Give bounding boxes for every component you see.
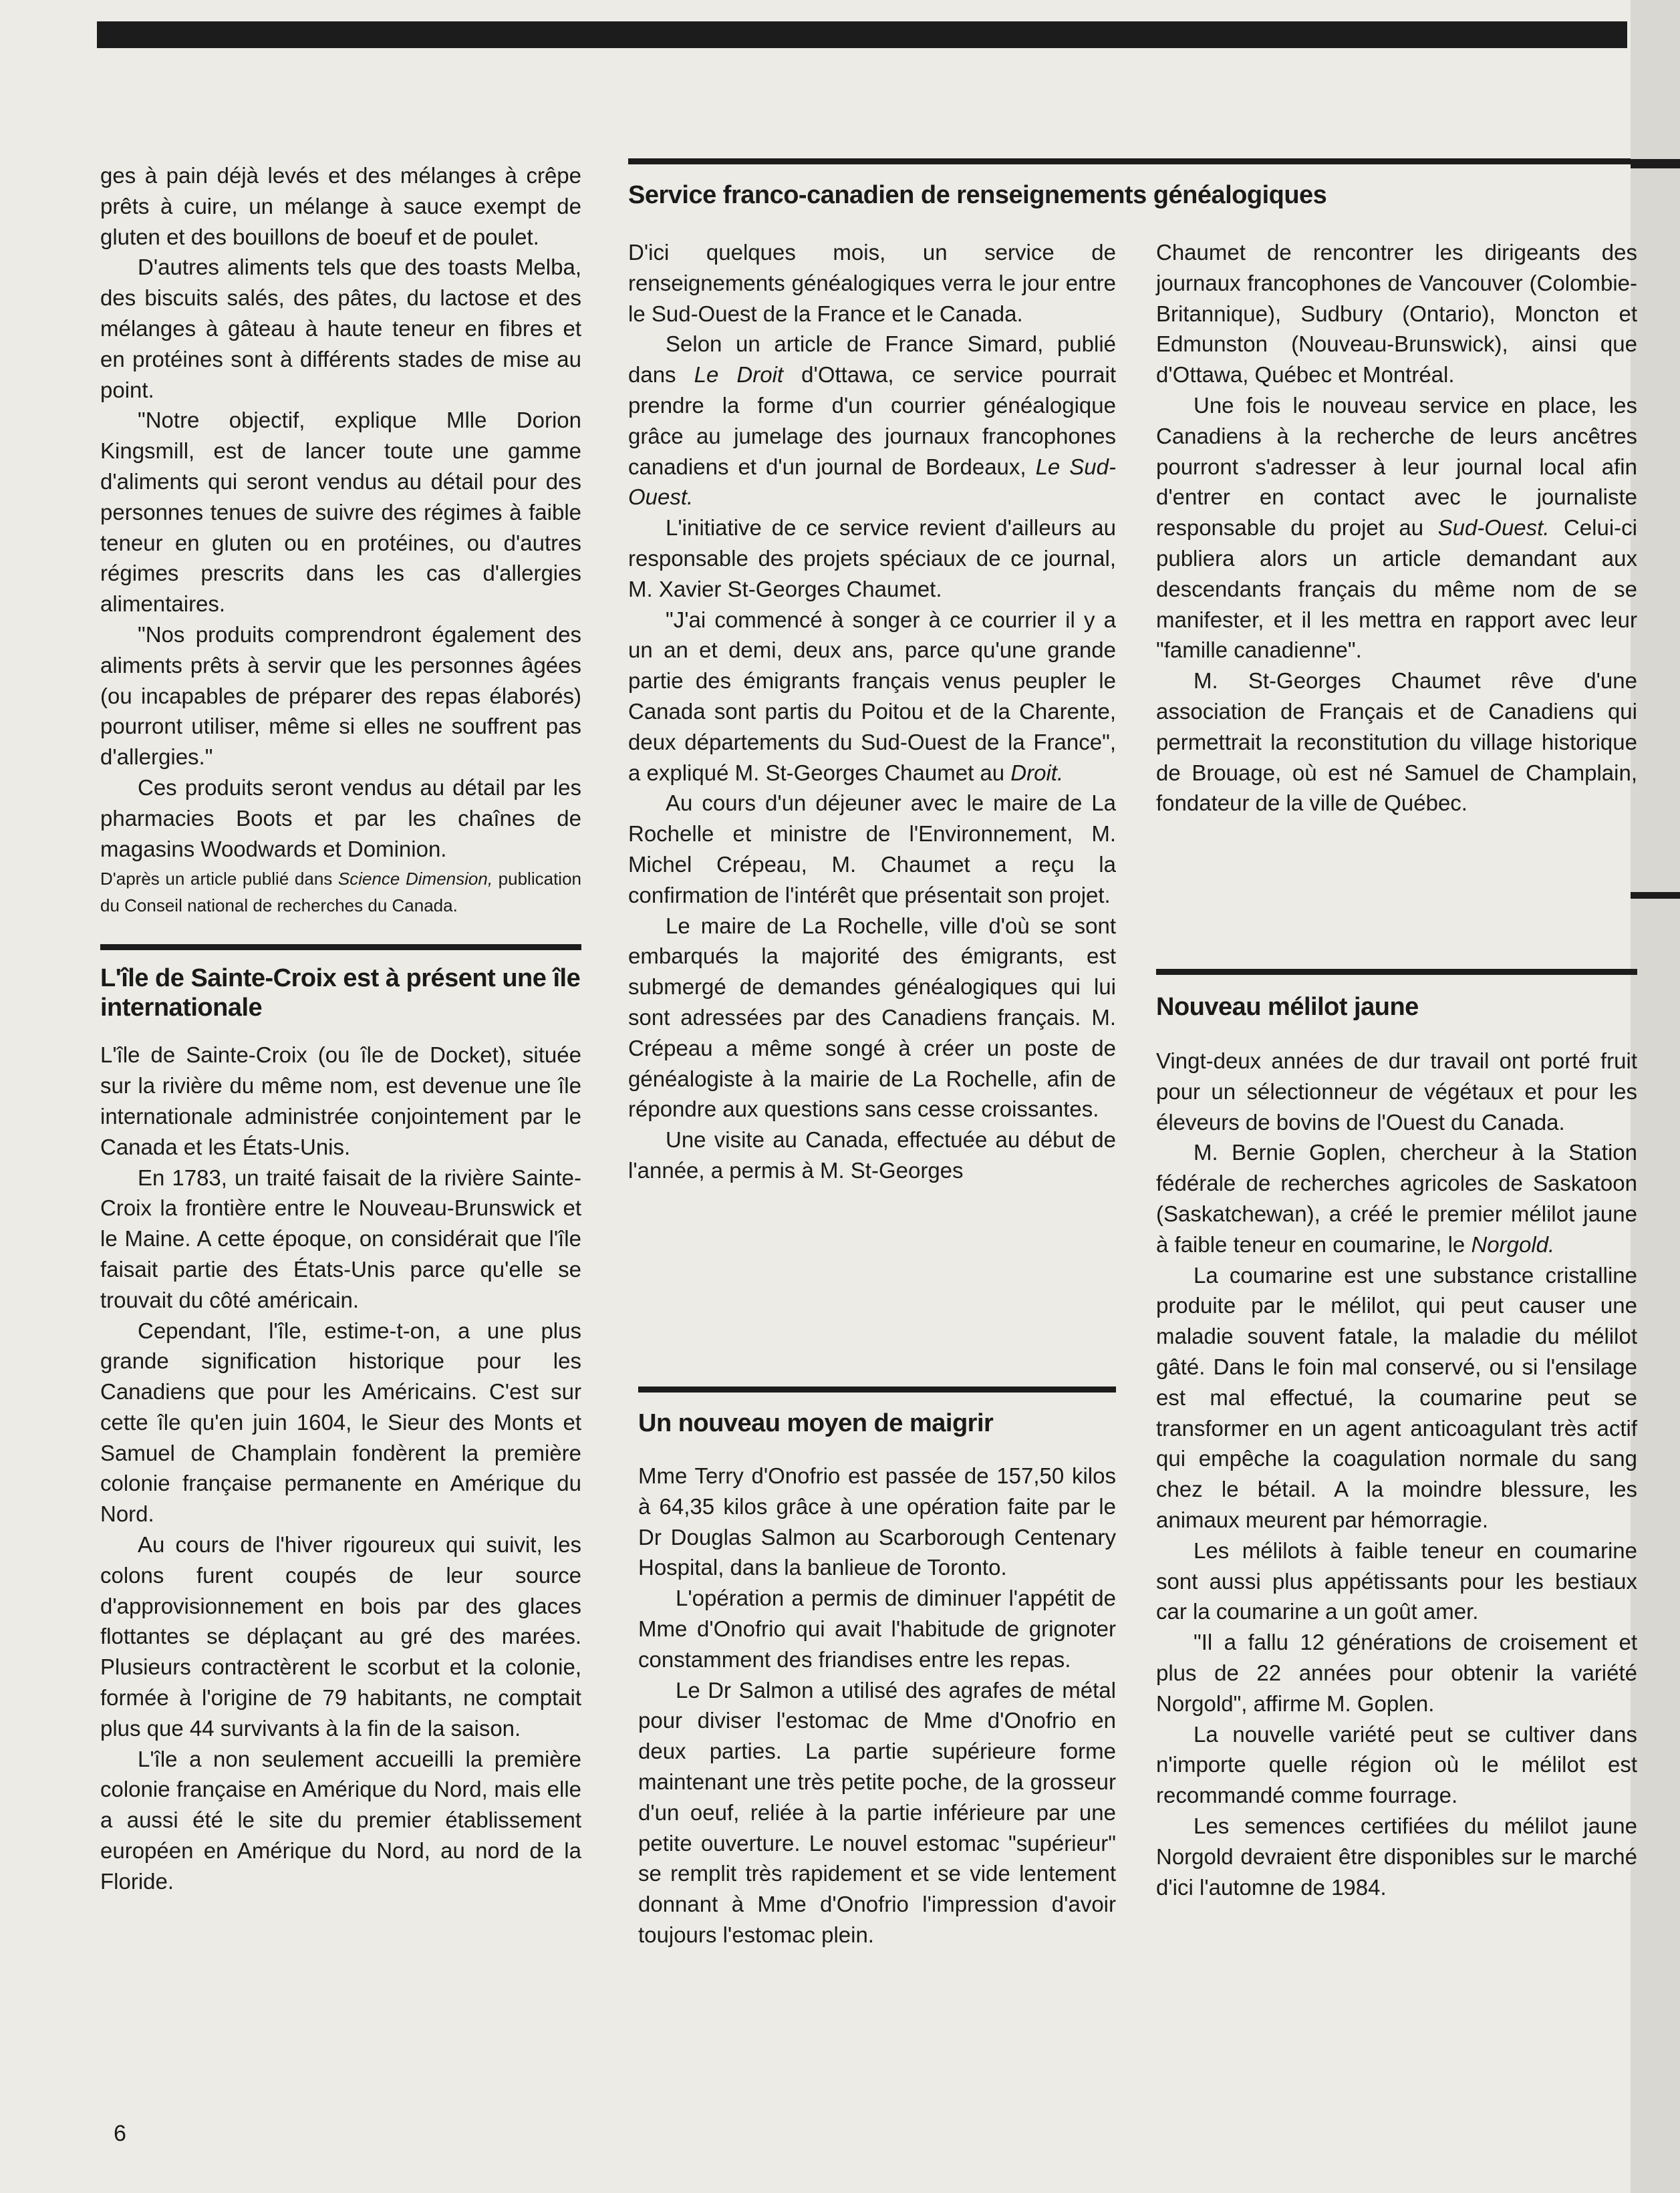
paragraph: L'initiative de ce service revient d'ailleurs au responsable des projets spéciaux de ce journal, M. Xavier St-Georges Chaumet. [628,515,1116,601]
page-number: 6 [114,2121,126,2146]
paragraph: "Nos produits comprendront également des aliments prêts à servir que les personnes âgées (ou incapables de préparer des repas élaborés) pourront utiliser, même si elles ne souffrent pas d'allergies." [100,621,581,770]
paragraph: Vingt-deux années de dur travail ont porté fruit pour un sélectionneur de végétaux et pour les éleveurs de bovins de l'Ouest du Canada. [1156,1048,1637,1135]
paragraph: Au cours de l'hiver rigoureux qui suivit, les colons furent coupés de leur source d'approvisionnement en bois par des glaces flottantes se déplaçant au gré des marées. Plusieurs contractèrent le scorbut et la colonie, formée à l'origine de 79 habitants, ne comptait plus que 44 survivants à la fin de la saison. [100,1532,581,1741]
article-title: Un nouveau moyen de maigrir [638,1409,994,1437]
paragraph: Au cours d'un déjeuner avec le maire de La Rochelle et ministre de l'Environnement, M. Michel Crépeau, M. Chaumet a reçu la confirmation de l'intérêt que présentait son projet. [628,790,1116,907]
paragraph: La nouvelle variété peut se cultiver dans n'importe quelle région où le mélilot est recommandé comme fourrage. [1156,1721,1637,1808]
paragraph: L'opération a permis de diminuer l'appétit de Mme d'Onofrio qui avait l'habitude de grignoter constamment des friandises entre les repas. [638,1586,1116,1672]
maigrir-article [638,1386,1116,1950]
article-title: L'île de Sainte-Croix est à présent une île internationale [100,964,581,1022]
paragraph: "Il a fallu 12 générations de croisement et plus de 22 années pour obtenir la variété Norgold", affirme M. Goplen. [1156,1630,1637,1716]
section-rule [100,944,581,950]
paragraph: L'île de Sainte-Croix (ou île de Docket), située sur la rivière du même nom, est devenue une île internationale administrée conjointement par le Canada et les États-Unis. [100,1042,581,1159]
source-credit: D'après un article publié dans Science Dimension, publication du Conseil national de recherches du Canada. [100,869,581,916]
paragraph: Ces produits seront vendus au détail par les pharmacies Boots et par les chaînes de magasins Woodwards et Dominion. [100,774,581,861]
article-title: Nouveau mélilot jaune [1156,993,1419,1021]
column-1 [100,160,581,1897]
paragraph: L'île a non seulement accueilli la première colonie française en Amérique du Nord, mais elle a aussi été le site du premier établissement européen en Amérique du Nord, au nord de la Floride. [100,1746,581,1894]
paragraph: Une visite au Canada, effectuée au début de l'année, a permis à M. St-Georges [628,1127,1116,1183]
paragraph: ges à pain déjà levés et des mélanges à crêpe prêts à cuire, un mélange à sauce exempt de gluten et des bouillons de boeuf et de poulet. [100,163,581,249]
paragraph: Mme Terry d'Onofrio est passée de 157,50 kilos à 64,35 kilos grâce à une opération faite par le Dr Douglas Salmon au Scarborough Centenary Hospital, dans la banlieue de Toronto. [638,1463,1116,1580]
paragraph: Le maire de La Rochelle, ville d'où se sont embarqués la majorité des émigrants, est submergé de demandes généalogiques qui lui sont adressées par des Canadiens français. M. Crépeau a même songé à créer un poste de généalogiste à la mairie de La Rochelle, afin de répondre aux questions sans cesse croissantes. [628,913,1116,1122]
next-page-rule [1631,159,1680,168]
section-rule [638,1386,1116,1393]
paragraph: La coumarine est une substance cristalline produite par le mélilot, qui peut causer une maladie souvent fatale, la maladie du mélilot gâté. Dans le foin mal conservé, ou si l'ensilage est mal effectué, la coumarine peut se transformer en un agent anticoagulant très actif qui empêche la coagulation normale du sang chez le bétail. A la moindre blessure, les animaux meurent par hémorragie. [1156,1262,1637,1532]
paragraph: Le Dr Salmon a utilisé des agrafes de métal pour diviser l'estomac de Mme d'Onofrio en deux parties. La partie supérieure forme maintenant une très petite poche, de la grosseur d'un oeuf, reliée à la partie inférieure par une petite ouverture. Le nouvel estomac "supérieur" se remplit très rapidement et se vide lentement donnant à Mme d'Onofrio l'impression d'avoir toujours l'estomac plein. [638,1677,1116,1947]
paragraph: D'autres aliments tels que des toasts Melba, des biscuits salés, des pâtes, du lactose et des mélanges à gâteau à haute teneur en fibres et en protéines sont à différents stades de mise au point. [100,255,581,402]
section-rule [628,158,1631,164]
paragraph: Cependant, l'île, estime-t-on, a une plus grande signification historique pour les Canadiens que pour les Américains. C'est sur cette île qu'en juin 1604, le Sieur des Monts et Samuel de Champlain fondèrent la première colonie française permanente en Amérique du Nord. [100,1318,581,1527]
paragraph: D'ici quelques mois, un service de renseignements généalogiques verra le jour entre le Sud-Ouest de la France et le Canada. [628,240,1116,326]
service-header [628,158,1631,210]
paragraph: "Notre objectif, explique Mlle Dorion Kingsmill, est de lancer toute une gamme d'aliments qui seront vendus au détail pour des personnes tenues de suivre des régimes à faible teneur en gluten ou en protéines, ou d'autres régimes prescrits dans les cas d'allergies alimentaires. [100,408,581,617]
paragraph: En 1783, un traité faisait de la rivière Sainte-Croix la frontière entre le Nouveau-Brunswick et le Maine. A cette époque, on considérait que l'île faisait partie des États-Unis parce qu'elle se trouvait du côté américain. [100,1165,581,1312]
paragraph: Les semences certifiées du mélilot jaune Norgold devraient être disponibles sur le marché d'ici l'automne de 1984. [1156,1813,1637,1900]
paragraph: Chaumet de rencontrer les dirigeants des journaux francophones de Vancouver (Colombie-Britannique), Sudbury (Ontario), Moncton et Edmunston (Nouveau-Brunswick), ainsi que d'Ottawa, Québec et Montréal. [1156,240,1637,388]
top-rule [97,21,1627,48]
paragraph: M. St-Georges Chaumet rêve d'une association de Français et de Canadiens qui permettrait la reconstitution du village historique de Brouage, où est né Samuel de Champlain, fondateur de la ville de Québec. [1156,668,1637,816]
next-page-edge [1631,0,1680,2193]
paragraph: "J'ai commencé à songer à ce courrier il y a un an et demi, deux ans, parce qu'une grande partie des émigrants français venus peupler le Canada sont partis du Poitou et de la Charente, deux départements du Sud-Ouest de la France", a expliqué M. St-Georges Chaumet au Droit. [628,607,1116,785]
paragraph: Les mélilots à faible teneur en coumarine sont aussi plus appétissants pour les bestiaux car la coumarine a un goût amer. [1156,1538,1637,1624]
paragraph: Une fois le nouveau service en place, les Canadiens à la recherche de leurs ancêtres pourront s'adresser à leur journal local afin d'entrer en contact avec le journaliste responsable du projet au Sud-Ouest. Celui-ci publiera alors un article demandant aux descendants français du même nom de se manifester, et il les mettra en rapport avec leur "famille canadienne". [1156,392,1637,663]
column-2 [628,237,1116,1186]
article-title: Service franco-canadien de renseignements généalogiques [628,181,1327,209]
column-3 [1156,237,1637,819]
melilot-article [1156,969,1637,1902]
next-page-rule-2 [1631,892,1680,899]
section-rule [1156,969,1637,975]
paragraph: Selon un article de France Simard, publié dans Le Droit d'Ottawa, ce service pourrait prendre la forme d'un courrier généalogique grâce au jumelage des journaux francophones canadiens et d'un journal de Bordeaux, Le Sud-Ouest. [628,331,1116,510]
paragraph: M. Bernie Goplen, chercheur à la Station fédérale de recherches agricoles de Saskatoon (Saskatchewan), a créé le premier mélilot jaune à faible teneur en coumarine, le Norgold. [1156,1140,1637,1257]
